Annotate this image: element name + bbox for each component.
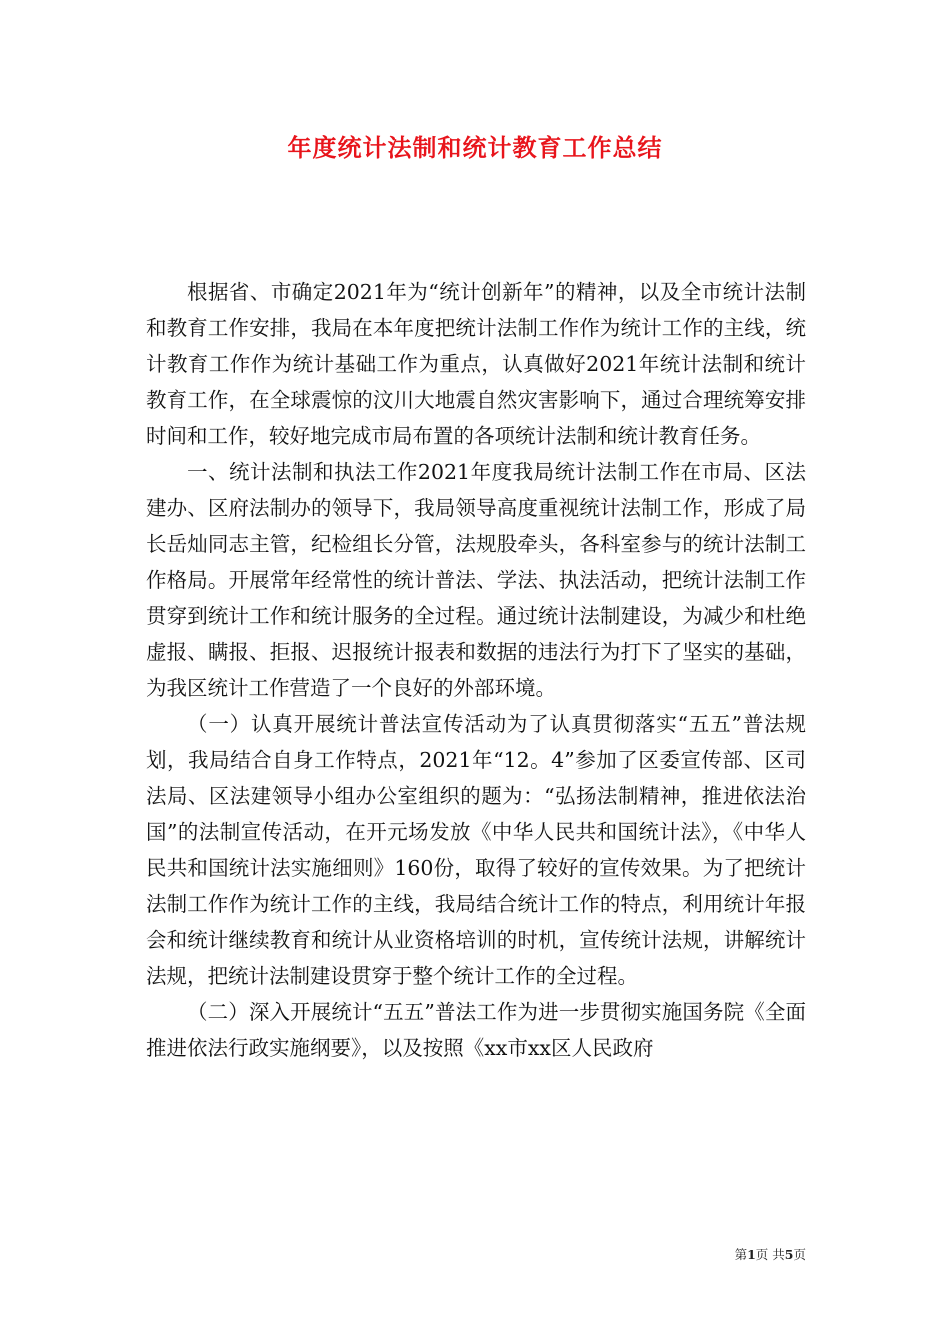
document-title: 年度统计法制和统计教育工作总结 (287, 134, 663, 162)
paragraph-section-1: 一、统计法制和执法工作2021年度我局统计法制工作在市局、区法建办、区府法制办的领导下，我局领导高度重视统计法制工作，形成了局长岳灿同志主管，纪检组长分管，法规股牵头，各科室参与的统计法制工作格局。开展常年经常性的统计普法、学法、执法活动，把统计法制工作贯穿到统计工作和统计服务的全过程。通过统计法制建设，为减少和杜绝虚报、瞒报、拒报、迟报统计报表和数据的违法行为打下了坚实的基础，为我区统计工作营造了一个良好的外部环境。 (146, 460, 806, 700)
footer-current-page: 1 (747, 1247, 756, 1262)
footer-middle: 页 共 (755, 1247, 785, 1262)
footer-suffix: 页 (793, 1247, 806, 1262)
document-body (146, 274, 806, 1066)
paragraph-intro: 根据省、市确定2021年为“统计创新年”的精神，以及全市统计法制和教育工作安排，我局在本年度把统计法制工作作为统计工作的主线，统计教育工作作为统计基础工作为重点，认真做好2021年统计法制和统计教育工作，在全球震惊的汶川大地震自然灾害影响下，通过合理统筹安排时间和工作，较好地完成市局布置的各项统计法制和统计教育任务。 (146, 280, 806, 448)
page-footer (735, 1245, 806, 1263)
paragraph-subsection-1: （一）认真开展统计普法宣传活动为了认真贯彻落实“五五”普法规划，我局结合自身工作特点，2021年“12。4”参加了区委宣传部、区司法局、区法建领导小组办公室组织的题为：“弘扬法制精神，推进依法治国”的法制宣传活动，在开元场发放《中华人民共和国统计法》，《中华人民共和国统计法实施细则》160份，取得了较好的宣传效果。为了把统计法制工作作为统计工作的主线，我局结合统计工作的特点，利用统计年报会和统计继续教育和统计从业资格培训的时机，宣传统计法规，讲解统计法规，把统计法制建设贯穿于整个统计工作的全过程。 (146, 712, 806, 988)
footer-total-pages: 5 (784, 1247, 794, 1262)
footer-prefix: 第 (734, 1247, 748, 1262)
paragraph-subsection-2: （二）深入开展统计“五五”普法工作为进一步贯彻实施国务院《全面推进依法行政实施纲要》，以及按照《xx市xx区人民政府 (146, 1000, 806, 1060)
